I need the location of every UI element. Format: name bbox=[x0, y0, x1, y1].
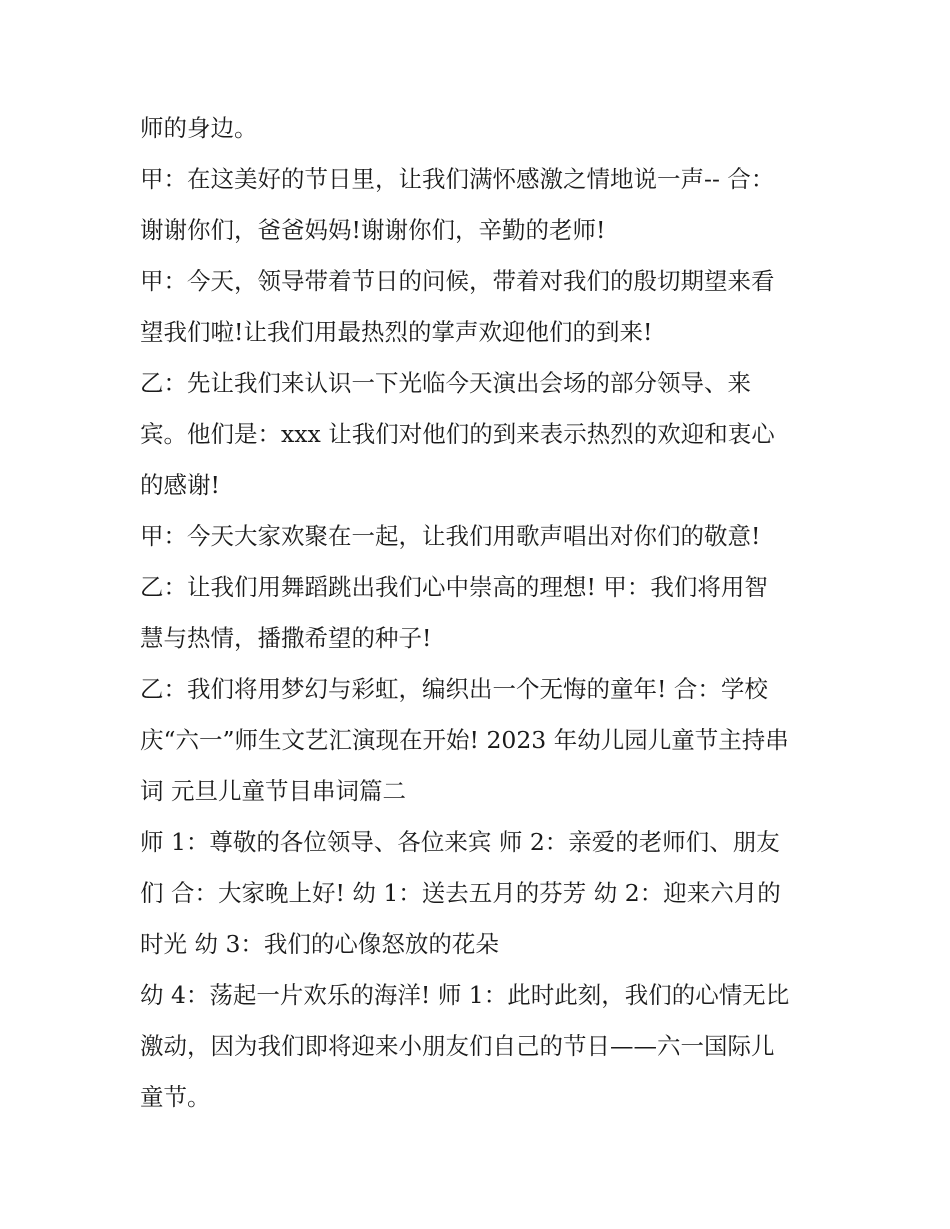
text-line: 幼 4：荡起一片欢乐的海洋! 师 1：此时此刻，我们的心情无比 bbox=[140, 981, 790, 1009]
document-body bbox=[140, 103, 820, 1123]
text-line: 时光 幼 3：我们的心像怒放的花朵 bbox=[140, 930, 499, 958]
text-line: 宾。他们是：xxx 让我们对他们的到来表示热烈的欢迎和衷心 bbox=[140, 420, 775, 448]
text-line: 望我们啦!让我们用最热烈的掌声欢迎他们的到来! bbox=[140, 318, 653, 346]
text-line: 乙：让我们用舞蹈跳出我们心中崇高的理想! 甲：我们将用智 bbox=[140, 573, 768, 601]
text-line: 乙：先让我们来认识一下光临今天演出会场的部分领导、来 bbox=[140, 369, 751, 397]
text-line: 乙：我们将用梦幻与彩虹，编织出一个无悔的童年! 合：学校 bbox=[140, 675, 768, 703]
text-line: 庆“六一”师生文艺汇演现在开始! 2023 年幼儿园儿童节主持串 bbox=[140, 726, 789, 754]
text-line: 们 合：大家晚上好! 幼 1：送去五月的芬芳 幼 2：迎来六月的 bbox=[140, 879, 781, 907]
text-line: 的感谢! bbox=[140, 471, 220, 499]
text-line: 甲：在这美好的节日里，让我们满怀感激之情地说一声-- 合： bbox=[140, 165, 775, 193]
text-line: 师 1：尊敬的各位领导、各位来宾 师 2：亲爱的老师们、朋友 bbox=[140, 828, 780, 856]
text-line: 甲：今天，领导带着节日的问候，带着对我们的殷切期望来看 bbox=[140, 267, 775, 295]
text-line: 谢谢你们，爸爸妈妈!谢谢你们，辛勤的老师! bbox=[140, 216, 606, 244]
text-line: 慧与热情，播撒希望的种子! bbox=[140, 624, 432, 652]
text-line: 师的身边。 bbox=[140, 114, 258, 142]
text-line: 词 元旦儿童节目串词篇二 bbox=[140, 777, 406, 805]
text-line: 甲：今天大家欢聚在一起，让我们用歌声唱出对你们的敬意! bbox=[140, 522, 761, 550]
text-line: 童节。 bbox=[140, 1083, 211, 1111]
text-line: 激动，因为我们即将迎来小朋友们自己的节日——六一国际儿 bbox=[140, 1032, 775, 1060]
